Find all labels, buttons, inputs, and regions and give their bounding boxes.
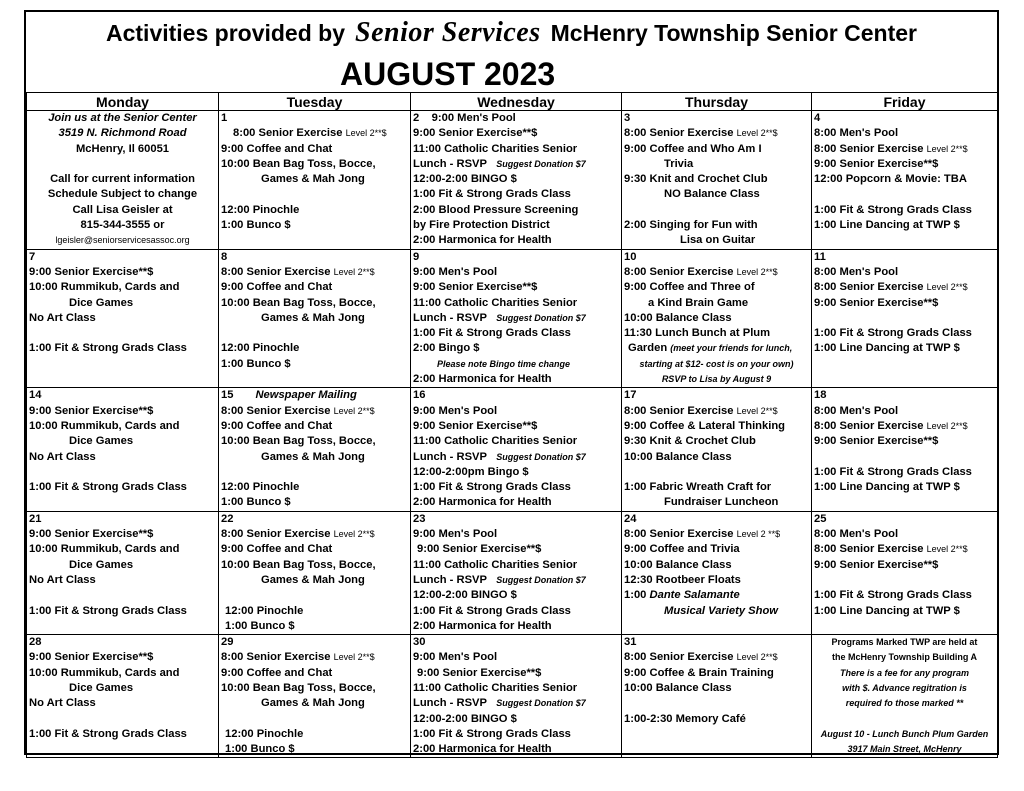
event-line: 8:00 Senior Exercise Level 2**$: [221, 404, 375, 417]
event-line: 1:00 Fit & Strong Grads Class: [814, 465, 972, 478]
calendar-sheet: [24, 10, 999, 755]
notes-cell: [812, 635, 998, 758]
event-line: 8:00 Men's Pool: [814, 265, 899, 278]
info-line: [29, 157, 216, 172]
footnote-line: Programs Marked TWP are held at: [831, 637, 978, 648]
event-line: [814, 573, 995, 588]
event-line: 9:00 Men's Pool: [413, 651, 498, 664]
event-line: 1:00 Line Dancing at TWP $: [814, 481, 960, 494]
event-line: 9:00 Senior Exercise**$: [413, 419, 538, 432]
event-line: Dice Games: [69, 558, 134, 571]
event-line: [29, 326, 216, 341]
day-number: 10: [624, 250, 637, 263]
event-line: 8:00 Senior Exercise Level 2**$: [814, 142, 968, 155]
footnote-line: the McHenry Township Building A: [832, 652, 977, 663]
footnote-line: 3917 Main Street, McHenry: [847, 744, 962, 755]
event-line: 1:00 Line Dancing at TWP $: [814, 219, 960, 232]
week-row: [27, 388, 998, 511]
day-cell: [219, 511, 411, 634]
event-line: No Art Class: [29, 697, 96, 710]
event-line: 1:00 Bunco $: [225, 619, 295, 632]
footnote-line: There is a fee for any program: [839, 667, 970, 678]
event-line: 9:00 Senior Exercise**$: [29, 404, 154, 417]
month-heading: AUGUST 2023: [340, 56, 556, 92]
page-title: [26, 18, 997, 48]
event-line: Lunch - RSVP Suggest Donation $7: [413, 450, 586, 463]
event-line: 9:00 Coffee & Lateral Thinking: [624, 419, 786, 432]
event-line: 8:00 Senior Exercise Level 2**$: [624, 651, 778, 664]
event-line: 12:00 Pinochle: [221, 203, 300, 216]
day-number: 2: [413, 112, 420, 124]
day-cell: [411, 635, 622, 758]
event-line: 2:00 Harmonica for Health: [413, 619, 552, 632]
event-line: 9:00 Coffee and Chat: [221, 281, 333, 294]
event-line: Musical Variety Show: [664, 604, 778, 617]
event-line: 1:00 Bunco $: [221, 496, 291, 509]
event-line: 9:00 Coffee and Chat: [221, 142, 333, 155]
event-note: Please note Bingo time change: [437, 358, 571, 369]
event-line: 9:00 Coffee and Who Am I: [624, 142, 762, 155]
day-cell: [812, 388, 998, 511]
event-line: 2:00 Singing for Fun with: [624, 219, 758, 232]
day-number: 16: [413, 389, 426, 402]
event-line: 9:00 Senior Exercise**$: [814, 157, 939, 170]
event-line: [624, 465, 809, 480]
event-line: 9:00 Senior Exercise**$: [29, 265, 154, 278]
weekday-tuesday: Tuesday: [219, 93, 411, 111]
event-line: 10:00 Bean Bag Toss, Bocce,: [221, 558, 376, 571]
event-line: 10:00 Balance Class: [624, 311, 732, 324]
event-line: 9:00 Senior Exercise**$: [814, 296, 939, 309]
event-line: 10:00 Rummikub, Cards and: [29, 666, 180, 679]
info-line: Join us at the Senior Center: [48, 112, 197, 124]
event-line: 12:00 Pinochle: [225, 727, 304, 740]
weekday-header-row: [27, 93, 998, 111]
event-line: Dice Games: [69, 681, 134, 694]
event-line: Games & Mah Jong: [261, 450, 365, 463]
info-line: 3519 N. Richmond Road: [58, 127, 187, 140]
day-cell: [622, 388, 812, 511]
event-line: 1:00 Bunco $: [221, 219, 291, 232]
day-cell: [411, 388, 622, 511]
calendar-table: [26, 92, 998, 758]
event-line: 2:00 Blood Pressure Screening: [413, 203, 579, 216]
event-line: 10:00 Rummikub, Cards and: [29, 543, 180, 556]
day-number: 9: [413, 250, 420, 263]
event-line: 9:00 Men's Pool: [413, 265, 498, 278]
day-cell: [27, 635, 219, 758]
day-cell: [622, 511, 812, 634]
event-line: 1:00 Line Dancing at TWP $: [814, 604, 960, 617]
event-line: 9:00 Senior Exercise**$: [417, 666, 542, 679]
event-line: Lunch - RSVP Suggest Donation $7: [413, 697, 586, 710]
event-line: 8:00 Senior Exercise Level 2**$: [624, 265, 778, 278]
info-line: 815-344-3555 or: [80, 219, 165, 232]
event-line: 2:00 Harmonica for Health: [413, 373, 552, 386]
event-line: 8:00 Senior Exercise Level 2**$: [221, 265, 375, 278]
event-line: 9:30 Knit and Crochet Club: [624, 173, 768, 186]
info-line: McHenry, Il 60051: [75, 142, 170, 155]
day-cell: [219, 388, 411, 511]
event-line: NO Balance Class: [664, 188, 760, 201]
event-line: 8:00 Senior Exercise Level 2**$: [624, 404, 778, 417]
event-line: Lunch - RSVP Suggest Donation $7: [413, 157, 586, 170]
weekday-wednesday: Wednesday: [411, 93, 622, 111]
day-cell: [812, 111, 998, 250]
event-line: 11:00 Catholic Charities Senior: [413, 142, 578, 155]
event-line: 10:00 Balance Class: [624, 558, 732, 571]
event-line: 2:00 Harmonica for Health: [413, 496, 552, 509]
event-line: Dice Games: [69, 296, 134, 309]
event-line: 12:00-2:00 BINGO $: [413, 589, 517, 602]
event-line: 2:00 Harmonica for Health: [413, 743, 552, 756]
event-line: 10:00 Rummikub, Cards and: [29, 281, 180, 294]
event-line: 9:00 Men's Pool: [413, 404, 498, 417]
event-line: 1:00 Fit & Strong Grads Class: [29, 342, 187, 355]
event-line: 1:00 Bunco $: [221, 357, 291, 370]
event-line: 1:00 Fit & Strong Grads Class: [814, 589, 972, 602]
contact-email: lgeisler@seniorservicesassoc.org: [55, 235, 190, 246]
event-line: by Fire Protection District: [413, 219, 550, 232]
event-note: starting at $12- cost is on your own): [639, 358, 794, 369]
event-line: 1:00 Fit & Strong Grads Class: [29, 604, 187, 617]
event-line: Lunch - RSVP Suggest Donation $7: [413, 311, 586, 324]
event-line: 12:00 Popcorn & Movie: TBA: [814, 173, 967, 186]
event-line: 10:00 Bean Bag Toss, Bocce,: [221, 157, 376, 170]
week-row: [27, 249, 998, 388]
event-line: 9:00 Coffee & Brain Training: [624, 666, 774, 679]
event-note: Newspaper Mailing: [255, 389, 357, 402]
event-line: 2:00 Harmonica for Health: [413, 234, 552, 247]
day-number: 30: [413, 636, 426, 649]
day-number: 29: [221, 636, 234, 649]
event-line: Lunch - RSVP Suggest Donation $7: [413, 573, 586, 586]
event-line: Fundraiser Luncheon: [664, 496, 779, 509]
event-line: 1:00 Fit & Strong Grads Class: [413, 727, 571, 740]
event-line: No Art Class: [29, 450, 96, 463]
event-line: [814, 311, 995, 326]
event-line: [29, 712, 216, 727]
event-line: [221, 712, 408, 727]
event-line: 8:00 Senior Exercise Level 2**$: [233, 127, 387, 140]
day-number: 15: [221, 389, 234, 402]
footnote-line: with $. Advance regitration is: [842, 682, 967, 693]
event-note: RSVP to Lisa by August 9: [661, 374, 772, 385]
day-cell: [622, 111, 812, 250]
week-row: [27, 511, 998, 634]
event-line: Lisa on Guitar: [680, 234, 756, 247]
event-line: 9:00 Coffee and Chat: [221, 543, 333, 556]
day-number: 11: [814, 250, 826, 263]
event-line: 8:00 Men's Pool: [814, 404, 899, 417]
event-line: 9:00 Coffee and Chat: [221, 666, 333, 679]
week-row: [27, 635, 998, 758]
day-number: 21: [29, 512, 42, 525]
event-line: 1:00 Fit & Strong Grads Class: [814, 327, 972, 340]
event-line: No Art Class: [29, 573, 96, 586]
event-line: 1:00 Fit & Strong Grads Class: [29, 727, 187, 740]
day-cell: [27, 511, 219, 634]
event-line: 1:00 Fit & Strong Grads Class: [413, 327, 571, 340]
day-cell: [812, 511, 998, 634]
day-number: 22: [221, 512, 234, 525]
event-line: [624, 203, 809, 218]
event-line: 9:00 Senior Exercise**$: [417, 543, 542, 556]
info-cell: [27, 111, 219, 250]
footnote-line: required fo those marked **: [845, 698, 964, 709]
event-line: 1:00 Bunco $: [225, 743, 295, 756]
info-line: Schedule Subject to change: [47, 188, 198, 201]
event-line: 9:00 Senior Exercise**$: [29, 528, 154, 541]
day-number: 28: [29, 636, 42, 649]
event-line: [221, 465, 408, 480]
brand-logo-text: Senior Services: [355, 17, 541, 48]
event-line: 12:00-2:00 BINGO $: [413, 712, 517, 725]
info-line: Call for current information: [50, 173, 195, 186]
day-cell: [812, 249, 998, 388]
event-line: 12:30 Rootbeer Floats: [624, 573, 741, 586]
event-line: 9:00 Senior Exercise**$: [29, 651, 154, 664]
event-line: 11:00 Catholic Charities Senior: [413, 435, 578, 448]
event-line: 1:00 Fit & Strong Grads Class: [814, 203, 972, 216]
day-cell: [411, 111, 622, 250]
event-line: 9:00 Men's Pool: [413, 528, 498, 541]
event-line: a Kind Brain Game: [648, 296, 749, 309]
event-line: 10:00 Balance Class: [624, 681, 732, 694]
event-line: Dice Games: [69, 435, 134, 448]
event-line: 8:00 Senior Exercise Level 2**$: [221, 528, 375, 541]
event-line: 9:00 Senior Exercise**$: [413, 127, 538, 140]
day-number: 1: [221, 112, 228, 124]
event-line: 9:00 Coffee and Three of: [624, 281, 755, 294]
event-line: 11:30 Lunch Bunch at Plum: [624, 327, 771, 340]
event-line: 12:00 Pinochle: [221, 342, 300, 355]
weekday-thursday: Thursday: [622, 93, 812, 111]
day-number: 24: [624, 512, 637, 525]
day-cell: [219, 111, 411, 250]
day-cell: [219, 635, 411, 758]
event-line: 8:00 Senior Exercise Level 2**$: [814, 281, 968, 294]
event-line: 9:30 Knit & Crochet Club: [624, 435, 756, 448]
event-line: Games & Mah Jong: [261, 173, 365, 186]
day-number: 7: [29, 250, 36, 263]
event-line: Trivia: [664, 157, 694, 170]
event-line: 1:00 Fabric Wreath Craft for: [624, 481, 772, 494]
event-line: 10:00 Rummikub, Cards and: [29, 419, 180, 432]
day-number: 31: [624, 636, 637, 649]
day-number: 8: [221, 250, 228, 263]
day-cell: [622, 249, 812, 388]
event-line: Games & Mah Jong: [261, 573, 365, 586]
day-number: 18: [814, 389, 827, 402]
event-line: [29, 465, 216, 480]
event-line: [221, 588, 408, 603]
weekday-friday: Friday: [812, 93, 998, 111]
event-line: [814, 187, 995, 202]
week-row: [27, 111, 998, 250]
event-line: 1:00 Line Dancing at TWP $: [814, 342, 960, 355]
event-line: Garden (meet your friends for lunch,: [628, 342, 793, 355]
title-prefix: Activities provided by: [106, 20, 346, 46]
info-line: Call Lisa Geisler at: [72, 203, 173, 216]
event-line: 1:00-2:30 Memory Café: [624, 712, 746, 725]
event-line: 9:00 Coffee and Chat: [221, 419, 333, 432]
event-line: 2 9:00 Men's Pool: [413, 112, 516, 124]
event-line: 9:00 Coffee and Trivia: [624, 543, 740, 556]
event-line: 12:00 Pinochle: [221, 481, 300, 494]
event-line: [814, 450, 995, 465]
event-line: 1:00 Dante Salamante: [624, 589, 740, 602]
event-line: 1:00 Fit & Strong Grads Class: [413, 188, 571, 201]
day-cell: [27, 388, 219, 511]
weekday-monday: Monday: [27, 93, 219, 111]
event-line: 8:00 Men's Pool: [814, 528, 899, 541]
event-line: 8:00 Senior Exercise Level 2 **$: [624, 528, 781, 541]
event-line: 10:00 Bean Bag Toss, Bocce,: [221, 296, 376, 309]
day-number: 3: [624, 112, 631, 124]
event-line: 9:00 Senior Exercise**$: [814, 558, 939, 571]
event-line: 8:00 Senior Exercise Level 2**$: [814, 543, 968, 556]
day-cell: [411, 249, 622, 388]
title-suffix: McHenry Township Senior Center: [550, 20, 917, 46]
event-line: 1:00 Fit & Strong Grads Class: [413, 604, 571, 617]
event-line: 12:00-2:00 BINGO $: [413, 173, 517, 186]
event-line: Games & Mah Jong: [261, 311, 365, 324]
event-line: [221, 326, 408, 341]
footnote-line: August 10 - Lunch Bunch Plum Garden: [820, 728, 989, 739]
event-line: No Art Class: [29, 311, 96, 324]
event-line: 1:00 Fit & Strong Grads Class: [29, 481, 187, 494]
day-cell: [219, 249, 411, 388]
event-line: 10:00 Bean Bag Toss, Bocce,: [221, 435, 376, 448]
event-line: 12:00 Pinochle: [225, 604, 304, 617]
event-line: Games & Mah Jong: [261, 697, 365, 710]
day-cell: [411, 511, 622, 634]
day-cell: [622, 635, 812, 758]
footnote-line: [814, 712, 995, 727]
event-line: 10:00 Bean Bag Toss, Bocce,: [221, 681, 376, 694]
event-line: 2:00 Bingo $: [413, 342, 480, 355]
event-line: 8:00 Men's Pool: [814, 127, 899, 140]
event-line: 11:00 Catholic Charities Senior: [413, 681, 578, 694]
event-line: 11:00 Catholic Charities Senior: [413, 296, 578, 309]
event-line: [221, 187, 408, 202]
event-line: 11:00 Catholic Charities Senior: [413, 558, 578, 571]
event-line: [221, 388, 408, 403]
event-line: 12:00-2:00pm Bingo $: [413, 465, 529, 478]
event-line: 8:00 Senior Exercise Level 2**$: [624, 127, 778, 140]
event-line: 8:00 Senior Exercise Level 2**$: [814, 419, 968, 432]
day-number: 14: [29, 389, 42, 402]
event-line: 10:00 Balance Class: [624, 450, 732, 463]
event-line: [29, 588, 216, 603]
event-line: 8:00 Senior Exercise Level 2**$: [221, 651, 375, 664]
day-number: 25: [814, 512, 827, 525]
day-number: 17: [624, 389, 637, 402]
day-number: 23: [413, 512, 426, 525]
day-number: 4: [814, 112, 821, 124]
event-line: 1:00 Fit & Strong Grads Class: [413, 481, 571, 494]
day-cell: [27, 249, 219, 388]
event-line: 9:00 Senior Exercise**$: [413, 281, 538, 294]
event-line: 9:00 Senior Exercise**$: [814, 435, 939, 448]
event-line: [624, 696, 809, 711]
